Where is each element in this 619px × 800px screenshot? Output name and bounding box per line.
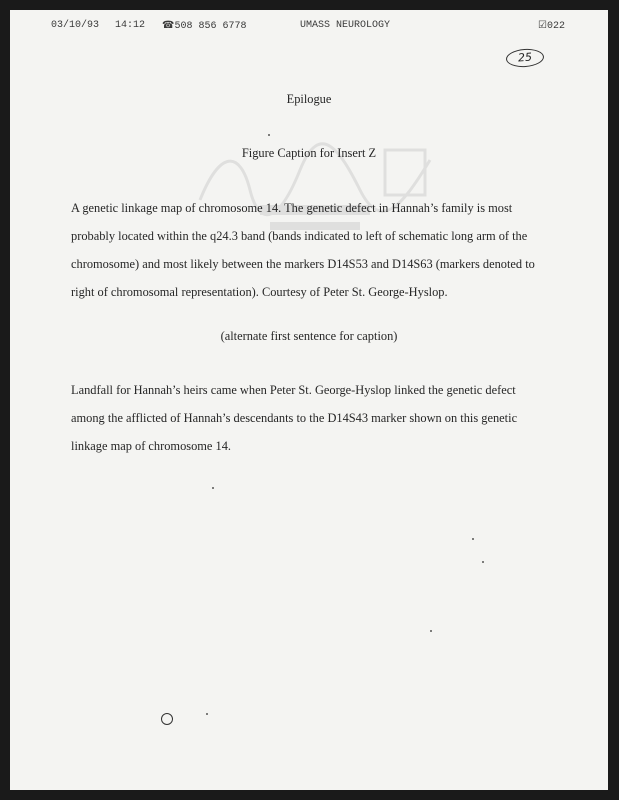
handwritten-page-number: 25 <box>505 48 544 69</box>
fax-header <box>10 20 608 36</box>
scan-speck <box>212 487 214 489</box>
document-title: Epilogue <box>286 92 332 106</box>
alternate-line: among the afflicted of Hannah’s descendants to the D14S43 marker shown on this genetic <box>71 411 518 425</box>
telephone-icon: ☎ <box>162 20 175 31</box>
scan-speck <box>472 538 474 540</box>
scan-speck <box>430 630 432 632</box>
caption-paragraph <box>71 194 551 306</box>
alternate-line: linkage map of chromosome 14. <box>71 439 232 453</box>
caption-heading: Figure Caption for Insert Z <box>241 146 377 160</box>
caption-line: right of chromosomal representation). Courtesy of Peter St. George-Hyslop. <box>71 285 448 299</box>
alternate-paragraph <box>71 376 551 460</box>
checkbox-icon: ☑ <box>538 20 547 31</box>
fax-date: 03/10/93 <box>51 20 100 31</box>
caption-line: A genetic linkage map of chromosome 14. The genetic defect in Hannah’s family is most <box>71 201 513 215</box>
caption-line: probably located within the q24.3 band (bands indicated to left of schematic long arm of the <box>71 229 528 243</box>
alternate-line: Landfall for Hannah’s heirs came when Peter St. George-Hyslop linked the genetic defect <box>71 383 516 397</box>
fax-organization: UMASS NEUROLOGY <box>300 20 391 31</box>
fax-time: 14:12 <box>115 20 146 31</box>
fax-page-number: ☑022 <box>538 20 565 32</box>
punch-hole-mark <box>161 713 173 725</box>
scan-speck <box>482 561 484 563</box>
fax-phone: ☎508 856 6778 <box>162 20 247 32</box>
scan-speck <box>268 134 270 136</box>
caption-line: chromosome) and most likely between the markers D14S53 and D14S63 (markers denoted to <box>71 257 535 271</box>
document-page <box>10 10 608 790</box>
alternate-note: (alternate first sentence for caption) <box>220 329 398 343</box>
scan-speck <box>206 713 208 715</box>
